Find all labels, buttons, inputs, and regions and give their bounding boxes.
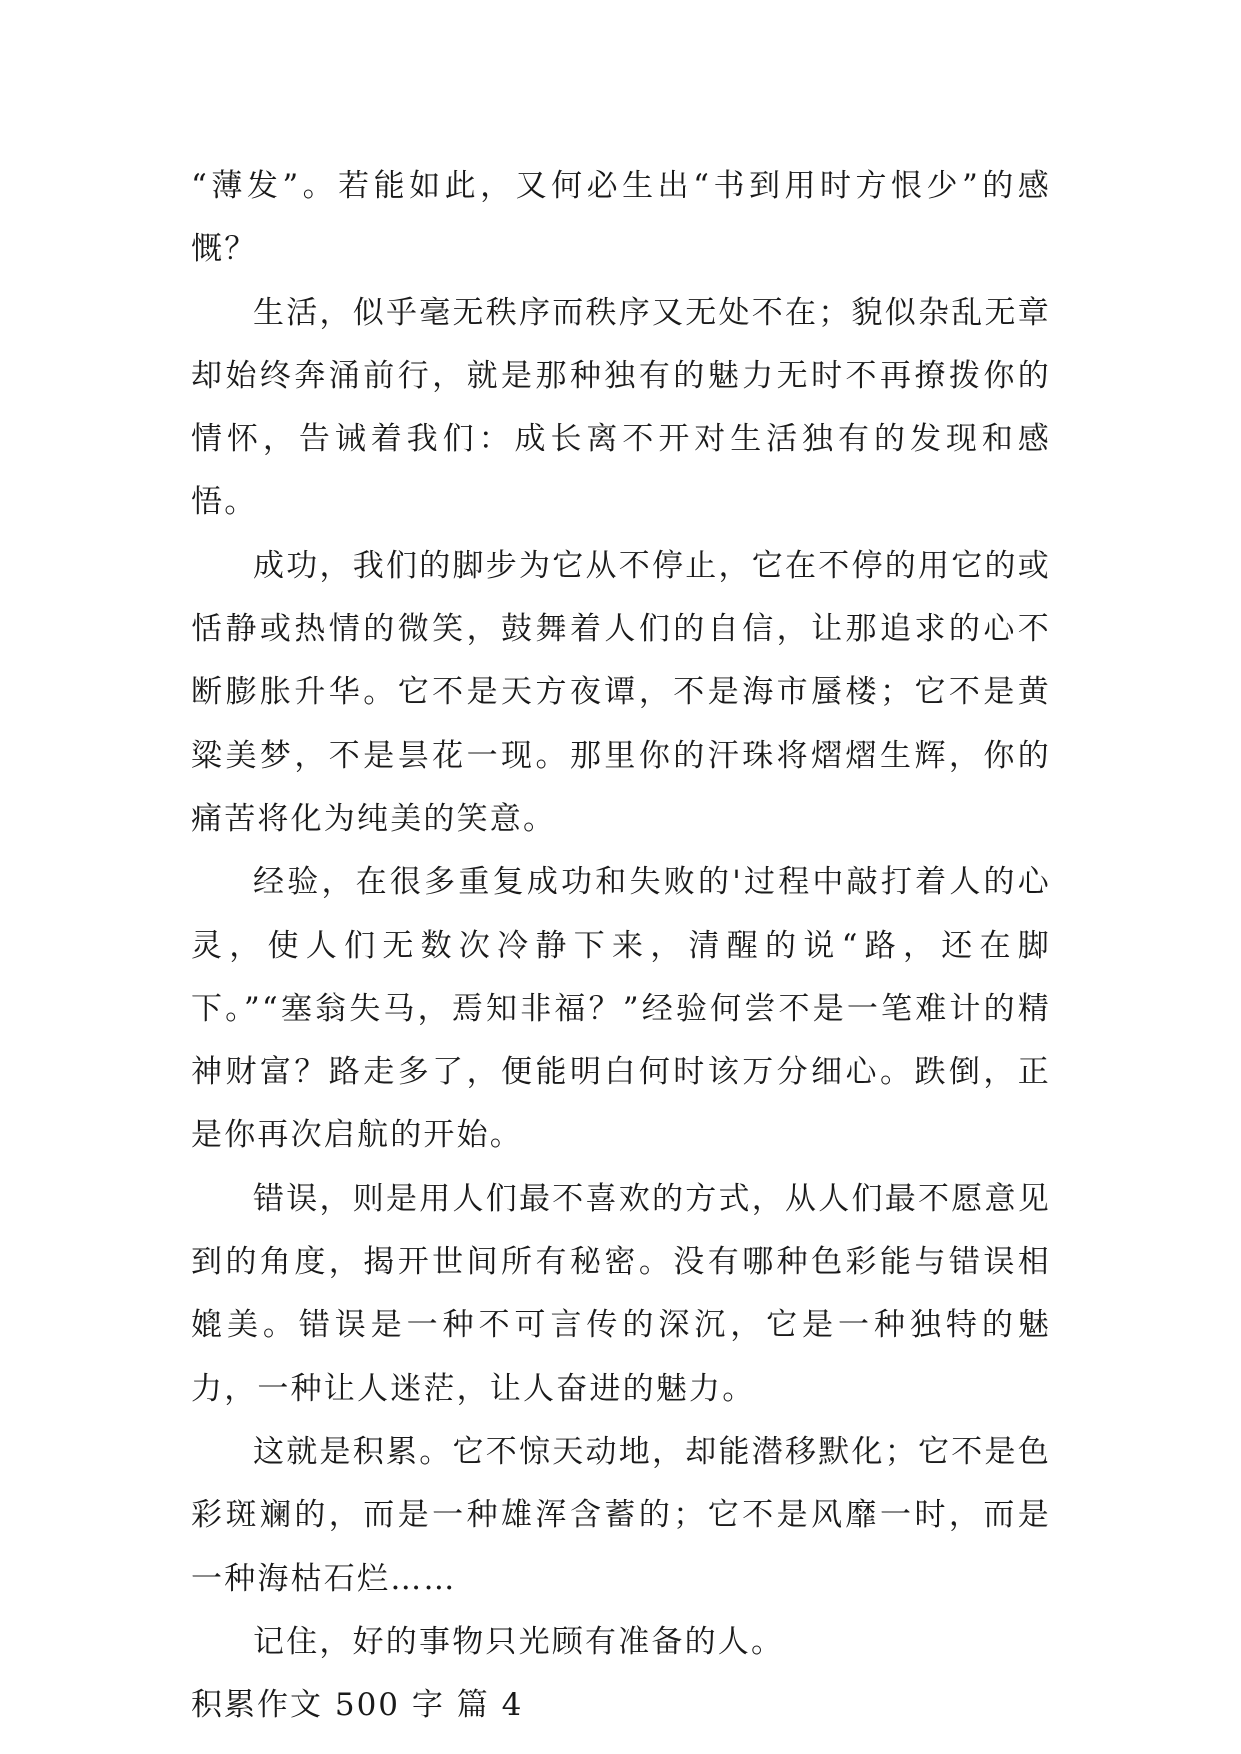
section-heading: 积累作文 500 字 篇 4 xyxy=(191,1687,524,1724)
paragraph: 成功，我们的脚步为它从不停止，它在不停的用它的或恬静或热情的微笑，鼓舞着人们的自信，让那追求的心不断膨胀升华。它不是天方夜谭，不是海市蜃楼；它不是黄粱美梦，不是昙花一现。那里你的汗珠将熠熠生辉，你的痛苦将化为纯美的笑意。 xyxy=(191,547,1051,837)
paragraph: 记住，好的事物只光顾有准备的人。 xyxy=(253,1623,785,1660)
paragraph: 错误，则是用人们最不喜欢的方式，从人们最不愿意见到的角度，揭开世间所有秘密。没有哪种色彩能与错误相媲美。错误是一种不可言传的深沉，它是一种独特的魅力，一种让人迷茫，让人奋进的魅力。 xyxy=(191,1180,1051,1407)
paragraph: 这就是积累。它不惊天动地，却能潜移默化；它不是色彩斑斓的，而是一种雄浑含蓄的；它不是风靡一时，而是一种海枯石烂…… xyxy=(191,1433,1051,1597)
document-body xyxy=(191,155,1051,1737)
paragraph: 生活，似乎毫无秩序而秩序又无处不在；貌似杂乱无章却始终奔涌前行，就是那种独有的魅力无时不再撩拨你的情怀，告诫着我们：成长离不开对生活独有的发现和感悟。 xyxy=(191,294,1051,521)
paragraph: 经验，在很多重复成功和失败的'过程中敲打着人的心灵，使人们无数次冷静下来，清醒的说“路，还在脚下。”“塞翁失马，焉知非福？”经验何尝不是一笔难计的精神财富？路走多了，便能明白何时该万分细心。跌倒，正是你再次启航的开始。 xyxy=(191,864,1051,1154)
paragraph: “薄发”。若能如此，又何必生出“书到用时方恨少”的感慨？ xyxy=(191,168,1051,268)
